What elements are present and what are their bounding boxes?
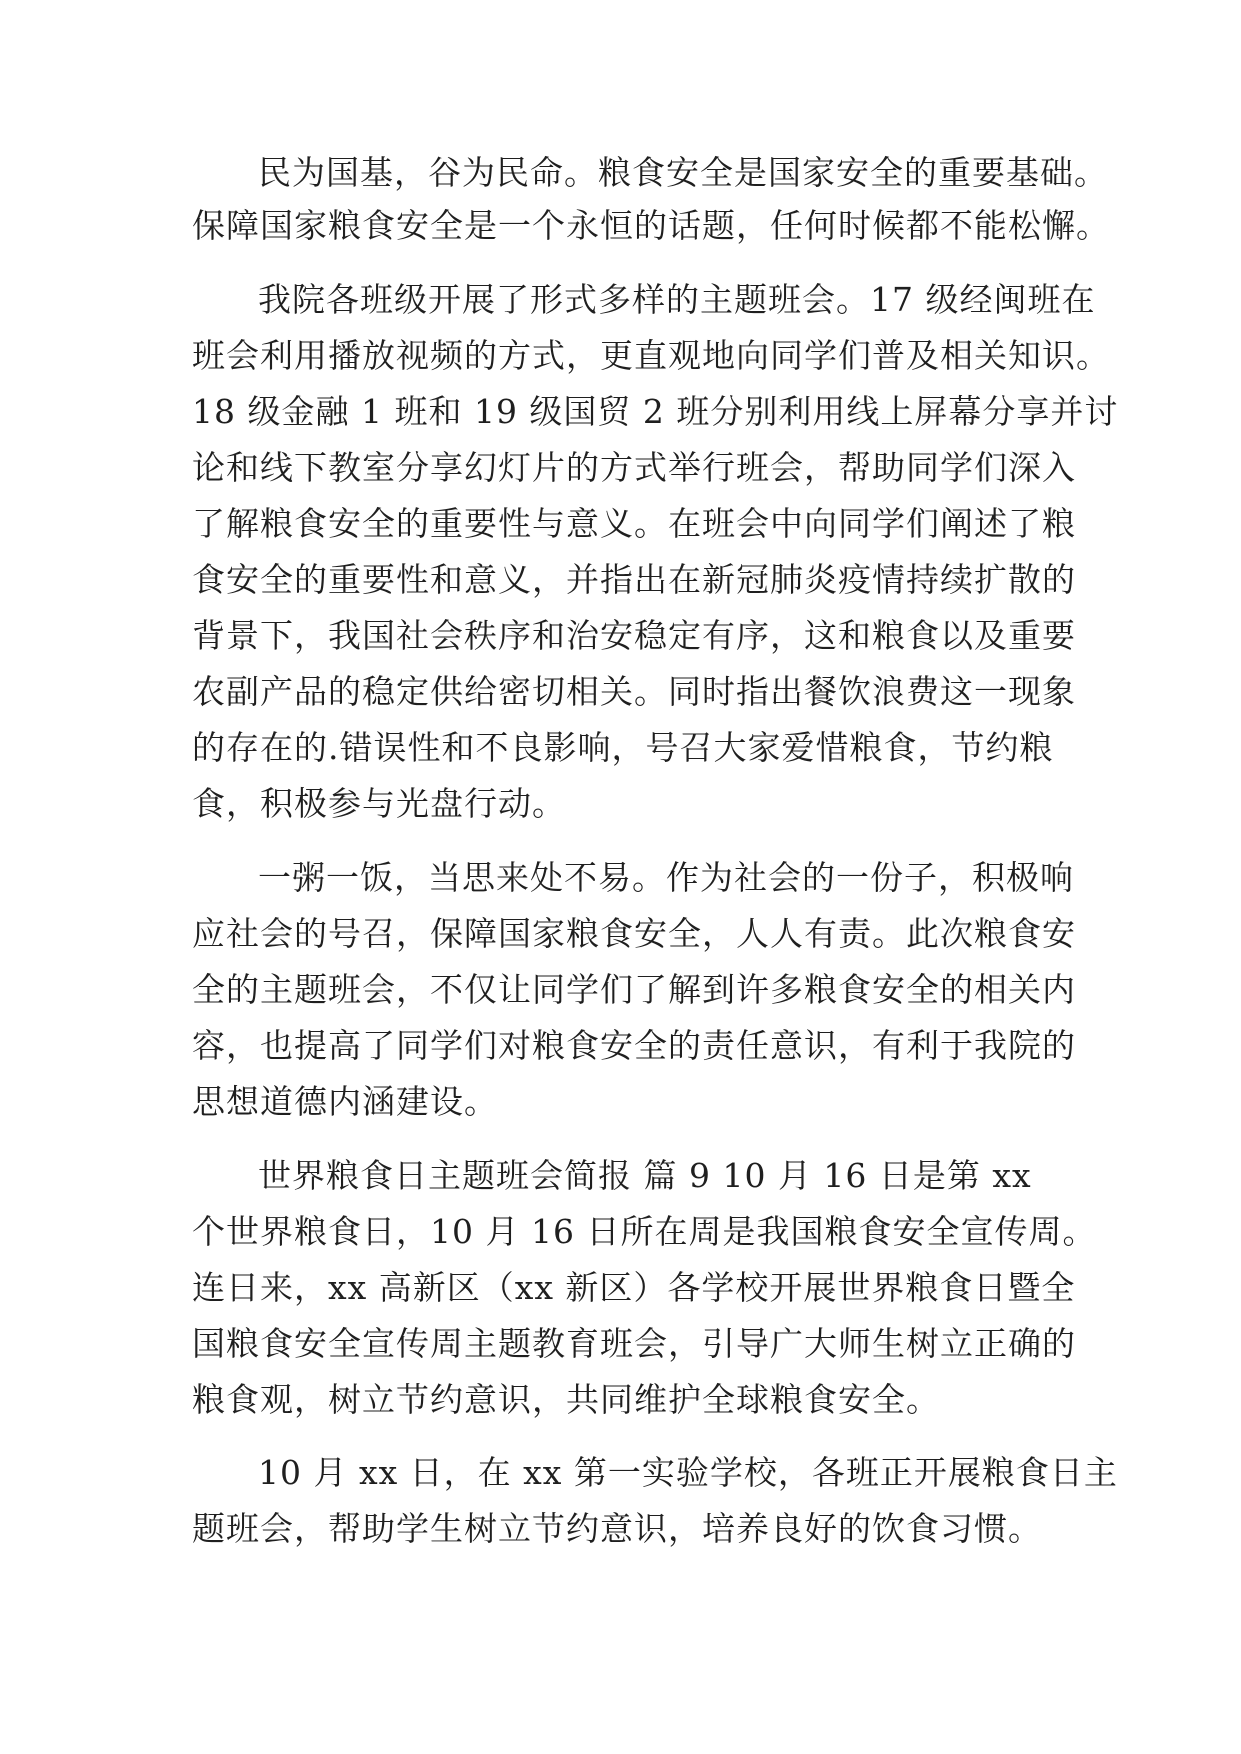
text-line: 个世界粮食日，10 月 16 日所在周是我国粮食安全宣传周。 (192, 1212, 1097, 1251)
text-line: 题班会，帮助学生树立节约意识，培养良好的饮食习惯。 (192, 1509, 1042, 1548)
text-line: 国粮食安全宣传周主题教育班会，引导广大师生树立正确的 (192, 1324, 1076, 1363)
text-line: 食，积极参与光盘行动。 (192, 784, 566, 823)
text-line: 18 级金融 1 班和 19 级国贸 2 班分别利用线上屏幕分享并讨 (192, 392, 1119, 431)
text-line: 世界粮食日主题班会简报 篇 9 10 月 16 日是第 xx (258, 1156, 1032, 1195)
text-line: 应社会的号召，保障国家粮食安全，人人有责。此次粮食安 (192, 914, 1076, 953)
text-line: 一粥一饭，当思来处不易。作为社会的一份子，积极响 (258, 858, 1074, 897)
text-line: 保障国家粮食安全是一个永恒的话题，任何时候都不能松懈。 (192, 206, 1110, 245)
text-line: 民为国基，谷为民命。粮食安全是国家安全的重要基础。 (258, 153, 1108, 192)
text-line: 粮食观，树立节约意识，共同维护全球粮食安全。 (192, 1380, 940, 1419)
text-line: 10 月 xx 日，在 xx 第一实验学校，各班正开展粮食日主 (258, 1453, 1118, 1492)
text-line: 论和线下教室分享幻灯片的方式举行班会，帮助同学们深入 (192, 448, 1076, 487)
text-line: 思想道德内涵建设。 (192, 1082, 498, 1121)
text-line: 了解粮食安全的重要性与意义。在班会中向同学们阐述了粮 (192, 504, 1076, 543)
text-line: 的存在的.错误性和不良影响，号召大家爱惜粮食，节约粮 (192, 728, 1054, 767)
text-line: 我院各班级开展了形式多样的主题班会。17 级经闽班在 (258, 280, 1096, 319)
text-line: 容，也提高了同学们对粮食安全的责任意识，有利于我院的 (192, 1026, 1076, 1065)
text-line: 连日来，xx 高新区（xx 新区）各学校开展世界粮食日暨全 (192, 1268, 1076, 1307)
text-line: 食安全的重要性和意义，并指出在新冠肺炎疫情持续扩散的 (192, 560, 1076, 599)
text-line: 农副产品的稳定供给密切相关。同时指出餐饮浪费这一现象 (192, 672, 1076, 711)
text-line: 全的主题班会，不仅让同学们了解到许多粮食安全的相关内 (192, 970, 1076, 1009)
text-line: 班会利用播放视频的方式，更直观地向同学们普及相关知识。 (192, 336, 1110, 375)
text-line: 背景下，我国社会秩序和治安稳定有序，这和粮食以及重要 (192, 616, 1076, 655)
